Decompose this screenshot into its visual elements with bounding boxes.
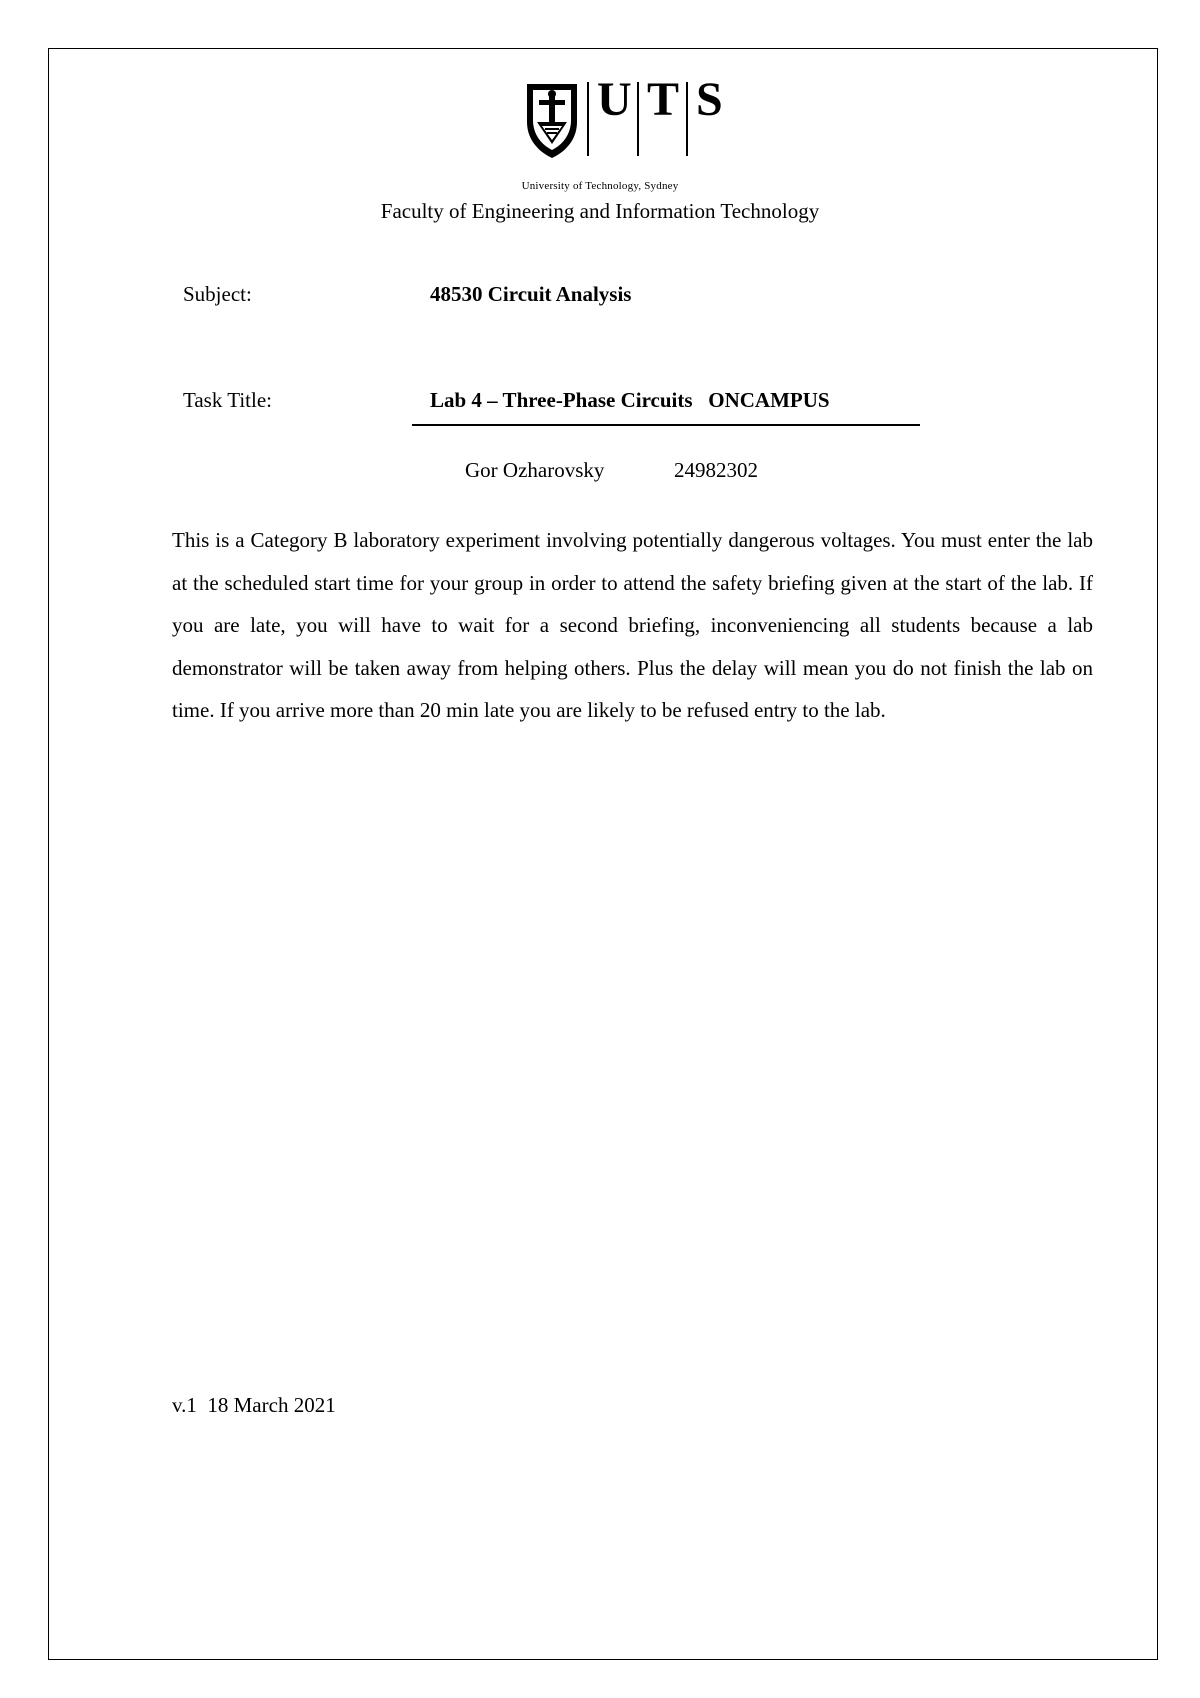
task-title-value: Lab 4 – Three-Phase Circuits ONCAMPUS [430,388,830,412]
safety-paragraph: This is a Category B laboratory experiment involving potentially dangerous voltages. You must enter the lab at the scheduled start time for your group in order to attend the safety briefing given at the start of the lab. If you are late, you will have to wait for a second briefing, inconveniencing all students because a lab demonstrator will be taken away from helping others. Plus the delay will mean you do not finish the lab on time. If you arrive more than 20 min late you are likely to be refused entry to the lab. [172,528,1093,722]
subject-value: 48530 Circuit Analysis [430,282,632,306]
logo-divider [686,82,688,156]
faculty-name: Faculty of Engineering and Information Technology [380,199,820,223]
title-underline [412,424,920,426]
logo-divider [637,82,639,156]
student-id: 24982302 [674,458,758,482]
student-name: Gor Ozharovsky [465,458,605,482]
subject-label: Subject: [183,282,252,306]
university-name: University of Technology, Sydney [521,180,679,192]
uts-crest-icon [525,82,579,160]
logo-letter-t: T [647,73,680,126]
logo-divider [587,82,589,156]
logo-letter-s: S [696,73,723,126]
version-date: v.1 18 March 2021 [172,1393,336,1417]
logo-letter-u: U [597,73,632,126]
task-title-label: Task Title: [183,388,272,412]
uts-logo [525,73,735,162]
